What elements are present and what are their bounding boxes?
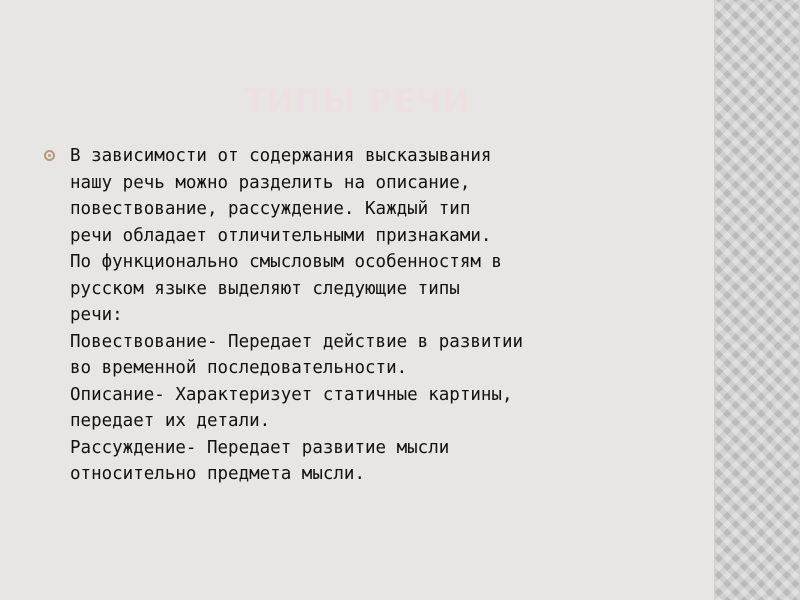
text-line: нашу речь можно разделить на описание, [70, 172, 471, 193]
text-line: Рассуждение- Передает развитие мысли [70, 437, 450, 458]
text-line: повествование, рассуждение. Каждый тип [70, 199, 471, 219]
slide-title: ТИПЫ РЕЧИ [243, 82, 471, 120]
text-line: передает их детали. [70, 411, 271, 431]
text-line: русском языке выделяют следующие типы [70, 278, 460, 299]
text-line: В зависимости от содержания высказывания [70, 146, 492, 166]
text-line: во временной последовательности. [70, 358, 408, 378]
text-line: речи обладает отличительными признаками. [70, 225, 492, 246]
text-line: относительно предмета мысли. [70, 464, 366, 484]
circle-bullet-icon [44, 150, 55, 161]
text-line: Описание- Характеризует статичные картины, [70, 384, 513, 405]
bullet-text [70, 143, 670, 488]
text-line: речи: [70, 305, 123, 325]
decorative-side-panel [714, 0, 800, 600]
text-line: По функционально смысловым особенностям в [70, 252, 502, 272]
text-line: Повествование- Передает действие в развитии [70, 331, 524, 352]
